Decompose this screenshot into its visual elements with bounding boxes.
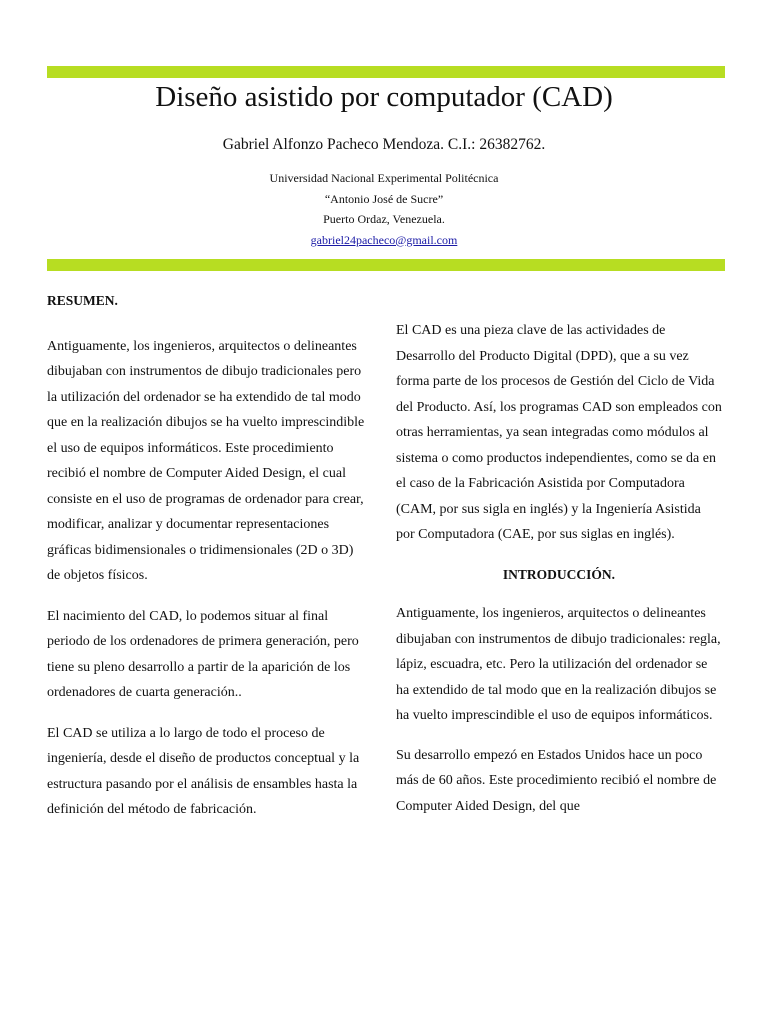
paper-title: Diseño asistido por computador (CAD) (155, 81, 613, 113)
abstract-paragraph-3: El CAD se utiliza a lo largo de todo el proceso de ingeniería, desde el diseño de productos conceptual y la estructura pasando por el análisis de ensambles hasta la definición del método de fabricación. (47, 725, 360, 817)
author-email-link[interactable]: gabriel24pacheco@gmail.com (310, 232, 458, 247)
affiliation-location: Puerto Ordaz, Venezuela. (323, 212, 445, 226)
abstract-heading: RESUMEN. (47, 293, 118, 308)
abstract-paragraph-2: El nacimiento del CAD, lo podemos situar al final periodo de los ordenadores de primera generación, pero tiene su pleno desarrollo a partir de la aparición de los ordenadores de cuarta generación.. (47, 608, 359, 700)
abstract-paragraph-4: El CAD es una pieza clave de las actividades de Desarrollo del Producto Digital (DPD), que a su vez forma parte de los procesos de Gestión del Ciclo de Vida del Producto. Así, los programas CAD son empleados con otras herramientas, ya sean integradas como módulos al sistema o como productos independientes, como se da en el caso de la Fabricación Asistida por Computadora (CAM, por sus sigla en inglés) y la Ingeniería Asistida por Computadora (CAE, por sus siglas en inglés). (396, 323, 722, 542)
introduction-paragraph-1: Antiguamente, los ingenieros, arquitectos o delineantes dibujaban con instrumentos de dibujo tradicionales: regla, lápiz, escuadra, etc. Pero la utilización del ordenador se ha extendido de tal modo que en la realización dibujos se ha vuelto imprescindible el uso de equipos informáticos. (396, 606, 721, 723)
top-accent-bar (47, 66, 725, 78)
introduction-paragraph-2: Su desarrollo empezó en Estados Unidos hace un poco más de 60 años. Este procedimiento recibió el nombre de Computer Aided Design, del que (396, 747, 717, 814)
affiliation-name: “Antonio José de Sucre” (324, 191, 444, 206)
author-line: Gabriel Alfonzo Pacheco Mendoza. C.I.: 26382762. (222, 136, 546, 153)
introduction-heading: INTRODUCCIÓN. (502, 566, 616, 582)
affiliation-university: Universidad Nacional Experimental Politécnica (269, 171, 499, 185)
affiliation-block (0, 168, 768, 250)
left-column (47, 288, 369, 838)
abstract-paragraph-1: Antiguamente, los ingenieros, arquitectos o delineantes dibujaban con instrumentos de dibujo tradicionales pero la utilización del ordenador se ha extendido de tal modo que en la realización dibujos se ha vuelto imprescindible el uso de equipos informáticos. Este procedimiento recibió el nombre de Computer Aided Design, el cual consiste en el uso de programas de ordenador para crear, modificar, analizar y documentar representaciones gráficas bidimensionales o tridimensionales (2D o 3D) de objetos físicos. (47, 338, 365, 583)
bottom-accent-bar (47, 259, 725, 271)
right-column (396, 318, 722, 833)
